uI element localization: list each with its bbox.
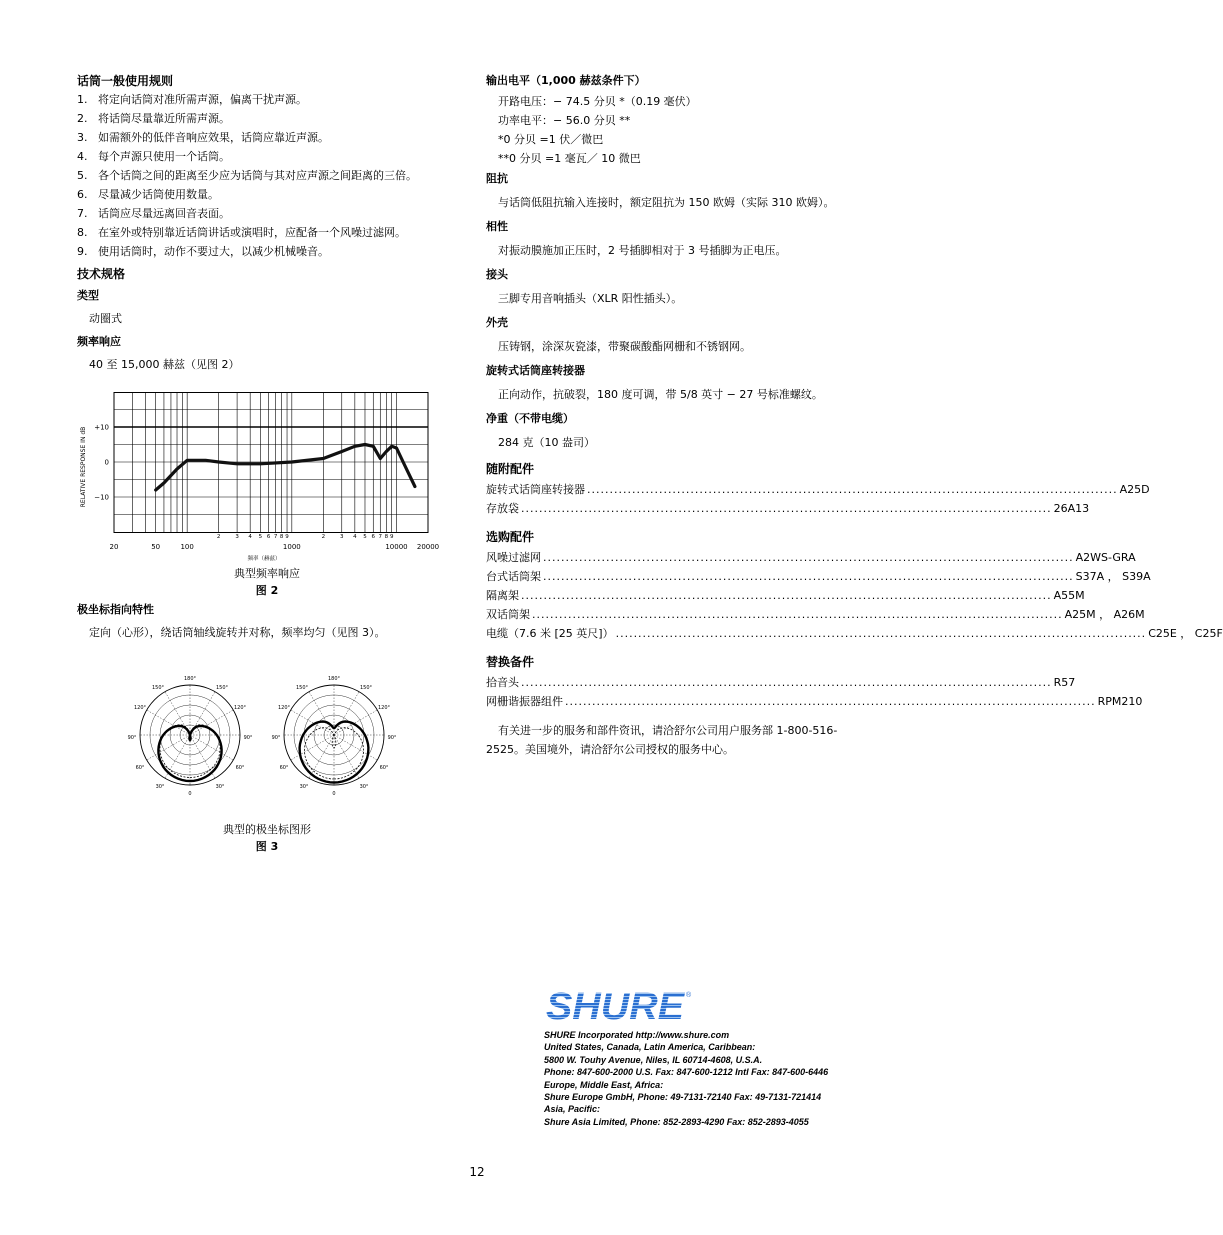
polar-angle-label: 90° [387, 735, 397, 741]
shure-logo [544, 988, 694, 1027]
polar-angle-label: 60° [379, 765, 389, 771]
part-name: 拾音头 [486, 676, 519, 689]
polar-angle-label: 90° [271, 735, 281, 741]
frequency-response-chart [77, 377, 457, 597]
part-code: A55M [1053, 589, 1085, 602]
polar-angle-label: 30° [215, 784, 225, 790]
polar-angle-label: 180° [327, 676, 341, 682]
fig3-label: 图 3 [255, 840, 279, 853]
polar-angle-label: 120° [277, 705, 291, 711]
list-item [77, 206, 457, 222]
polar-angle-label: 90° [243, 735, 253, 741]
list-item [486, 586, 1085, 605]
list-item [77, 225, 457, 241]
minor-tick-label: 7 [273, 534, 278, 540]
leader-dots: ...................................................................................................................... [532, 608, 1063, 621]
list-item [486, 605, 1145, 624]
list-text: 将话筒尽量靠近所需声源。 [98, 112, 230, 125]
rules-list [77, 92, 457, 260]
list-text: 在室外或特别靠近话筒讲话或演唱时，应配备一个风噪过滤网。 [98, 226, 406, 239]
fig2-caption: 典型频率响应 [234, 567, 300, 580]
polar-angle-label: 30° [299, 784, 309, 790]
leader-dots: ...................................................................................................................... [543, 551, 1074, 564]
list-item [486, 624, 1223, 643]
polar-grid-spoke [334, 735, 377, 760]
minor-tick-label: 6 [266, 534, 271, 540]
fig3-caption: 典型的极坐标图形 [223, 823, 311, 836]
part-name: 电缆（7.6 米 [25 英尺]） [486, 627, 614, 640]
list-text: 尽量减少话筒使用数量。 [98, 188, 219, 201]
address-line: Europe, Middle East, Africa: [544, 1079, 664, 1090]
minor-tick-label: 8 [279, 534, 284, 540]
replacement-heading: 替换备件 [486, 655, 535, 669]
freq-value: 40 至 15,000 赫兹（见图 2） [89, 358, 240, 371]
list-item [486, 692, 1143, 711]
y-tick-label: +10 [94, 423, 109, 432]
list-item [77, 92, 457, 108]
polar-angle-label: 60° [279, 765, 289, 771]
specs-title: 技术规格 [77, 267, 126, 281]
part-name: 隔离架 [486, 589, 519, 602]
polar-grid-spoke [309, 692, 334, 735]
rules-title: 话筒一般使用规则 [77, 74, 174, 88]
part-code: R57 [1053, 676, 1076, 689]
list-text: 如需额外的低伴音响应效果，话筒应靠近声源。 [98, 131, 329, 144]
logo-text: SHURE [546, 986, 686, 1028]
polar-value: 定向（心形），绕话筒轴线旋转并对称，频率均匀（见图 3）。 [89, 626, 386, 639]
address-line: Phone: 847-600-2000 U.S. Fax: 847-600-1212 Intl Fax: 847-600-6446 [544, 1067, 829, 1078]
list-item [77, 111, 457, 127]
part-code: 26A13 [1053, 502, 1090, 515]
polar-grid-spoke [309, 735, 334, 778]
polar-grid-spoke [147, 735, 190, 760]
fig2-label: 图 2 [255, 584, 279, 597]
polar-angle-label: 180° [183, 676, 197, 682]
page-number: 12 [469, 1165, 485, 1179]
list-text: 话筒应尽量远离回音表面。 [98, 207, 230, 220]
part-code: A25M ， A26M [1064, 608, 1145, 621]
leader-dots: ...................................................................................................................... [521, 589, 1052, 602]
adapter-value: 正向动作，抗破裂，180 度可调，带 5/8 英寸 − 27 号标准螺纹。 [498, 388, 823, 401]
x-tick-label: 20 [109, 543, 119, 551]
address-line: 5800 W. Touhy Avenue, Niles, IL 60714-4608, U.S.A. [544, 1054, 763, 1065]
minor-tick-label: 7 [378, 534, 383, 540]
service-text: 有关进一步的服务和部件资讯，请洽舒尔公司用户服务部 1-800-516-2525。美国境外，请洽舒尔公司授权的服务中心。 [486, 724, 838, 756]
output-heading: 输出电平（1,000 赫兹条件下） [486, 74, 646, 87]
minor-tick-label: 2 [321, 534, 326, 540]
x-axis-label: 频率（赫兹） [247, 556, 281, 562]
list-item [486, 480, 1150, 499]
leader-dots: ...................................................................................................................... [521, 502, 1052, 515]
response-curve [156, 445, 415, 491]
part-code: A2WS-GRA [1075, 551, 1136, 564]
minor-tick-label: 9 [285, 534, 289, 540]
leader-dots: ...................................................................................................................... [615, 627, 1147, 640]
polarity-heading: 相性 [486, 220, 508, 233]
y-tick-label: 0 [104, 458, 109, 467]
polar-angle-label: 120° [377, 705, 391, 711]
polar-angle-label: 60° [135, 765, 145, 771]
list-text: 使用话筒时，动作不要过大，以减少机械噪音。 [98, 245, 329, 258]
polar-angle-label: 0 [188, 791, 192, 797]
type-value: 动圈式 [89, 312, 122, 325]
part-name: 存放袋 [486, 502, 519, 515]
polar-angle-label: 150° [215, 685, 229, 691]
list-item [77, 187, 457, 203]
polar-pattern-svg [77, 665, 457, 815]
part-code: RPM210 [1097, 695, 1143, 708]
list-number: 7. [77, 207, 88, 220]
polar-angle-label: 30° [155, 784, 165, 790]
minor-tick-label: 6 [371, 534, 376, 540]
polar-grid-spoke [291, 735, 334, 760]
list-number: 4. [77, 150, 88, 163]
adapter-heading: 旋转式话筒座转接器 [486, 364, 585, 377]
part-name: 风噪过滤网 [486, 551, 541, 564]
list-number: 8. [77, 226, 88, 239]
list-item [486, 567, 1151, 586]
list-item [486, 548, 1136, 567]
weight-value: 284 克（10 盎司） [498, 436, 595, 449]
housing-heading: 外壳 [486, 316, 508, 329]
part-name: 双话筒架 [486, 608, 530, 621]
connector-value: 三脚专用音响插头（XLR 阳性插头）。 [498, 292, 683, 305]
polar-grid-spoke [334, 692, 359, 735]
list-number: 2. [77, 112, 88, 125]
address-line: Shure Europe GmbH, Phone: 49-7131-72140 Fax: 49-7131-721414 [544, 1092, 822, 1103]
shure-logo-svg [544, 986, 694, 1028]
list-number: 6. [77, 188, 88, 201]
list-item [77, 168, 457, 184]
output-line: *0 分贝 =1 伏／微巴 [498, 133, 604, 146]
included-heading: 随附配件 [486, 462, 535, 476]
impedance-value: 与话筒低阻抗输入连接时，额定阻抗为 150 欧姆（实际 310 欧姆）。 [498, 196, 835, 209]
part-name: 旋转式话筒座转接器 [486, 483, 585, 496]
polar-pattern-figure [77, 665, 457, 815]
part-code: S37A ， S39A [1075, 570, 1151, 583]
list-text: 每个声源只使用一个话筒。 [98, 150, 230, 163]
list-number: 9. [77, 245, 88, 258]
polar-grid-spoke [190, 735, 233, 760]
output-line: **0 分贝 =1 毫瓦／ 10 微巴 [498, 152, 641, 165]
minor-tick-label: 8 [384, 534, 389, 540]
address-line: Asia, Pacific: [544, 1104, 601, 1115]
address-line: United States, Canada, Latin America, Caribbean: [544, 1042, 756, 1053]
polar-grid-spoke [334, 735, 359, 778]
part-name: 网栅谐振器组件 [486, 695, 563, 708]
address-line: Shure Asia Limited, Phone: 852-2893-4290 Fax: 852-2893-4055 [544, 1116, 809, 1127]
polar-angle-label: 150° [359, 685, 373, 691]
list-item [77, 149, 457, 165]
minor-tick-label: 2 [216, 534, 221, 540]
list-text: 各个话筒之间的距离至少应为话筒与其对应声源之间距离的三倍。 [98, 169, 417, 182]
registered-mark-icon: ® [686, 992, 692, 999]
output-line: 功率电平：− 56.0 分贝 ** [498, 114, 631, 127]
connector-heading: 接头 [486, 268, 508, 281]
x-tick-label: 10000 [385, 543, 408, 551]
part-name: 台式话筒架 [486, 570, 541, 583]
minor-tick-label: 9 [389, 534, 394, 540]
list-item [486, 499, 1090, 518]
minor-tick-label: 4 [248, 534, 252, 540]
x-tick-label: 50 [151, 543, 161, 551]
minor-tick-label: 4 [353, 534, 357, 540]
address-block [544, 1029, 828, 1128]
list-number: 5. [77, 169, 88, 182]
polar-angle-label: 0 [332, 791, 336, 797]
left-column [77, 72, 457, 855]
polar-angle-label: 150° [151, 685, 165, 691]
polar-angle-label: 60° [235, 765, 245, 771]
y-axis-label: RELATIVE RESPONSE IN dB [80, 426, 87, 508]
part-code: A25D [1119, 483, 1150, 496]
address-line: SHURE Incorporated http://www.shure.com [544, 1030, 730, 1040]
leader-dots: ...................................................................................................................... [587, 483, 1118, 496]
polar-angle-label: 150° [295, 685, 309, 691]
list-text: 将定向话筒对准所需声源，偏离干扰声源。 [98, 93, 307, 106]
minor-tick-label: 3 [340, 534, 344, 540]
x-tick-label: 20000 [416, 543, 440, 551]
list-number: 1. [77, 93, 88, 106]
weight-heading: 净重（不带电缆） [486, 412, 574, 425]
leader-dots: ...................................................................................................................... [543, 570, 1074, 583]
optional-heading: 选购配件 [486, 530, 535, 544]
list-item [77, 130, 457, 146]
polar-angle-label: 30° [359, 784, 369, 790]
output-line: 开路电压：− 74.5 分贝 *（0.19 毫伏） [498, 95, 697, 108]
right-column [486, 72, 1223, 759]
freq-heading: 频率响应 [77, 335, 121, 348]
impedance-heading: 阻抗 [486, 172, 508, 185]
housing-value: 压铸钢，涂深灰瓷漆，带聚碳酸酯网栅和不锈钢网。 [498, 340, 751, 353]
part-code: C25E ， C25F [1148, 627, 1223, 640]
list-number: 3. [77, 131, 88, 144]
x-tick-label: 1000 [282, 543, 301, 551]
minor-tick-label: 3 [235, 534, 239, 540]
y-tick-label: −10 [94, 493, 109, 502]
frequency-response-svg [77, 377, 457, 562]
polar-angle-label: 90° [127, 735, 137, 741]
list-item [77, 244, 457, 260]
minor-tick-label: 5 [258, 534, 263, 540]
type-heading: 类型 [77, 289, 99, 302]
polar-heading: 极坐标指向特性 [77, 603, 154, 616]
list-item [486, 673, 1076, 692]
polar-angle-label: 120° [233, 705, 247, 711]
leader-dots: ...................................................................................................................... [565, 695, 1096, 708]
x-tick-label: 100 [180, 543, 194, 551]
polarity-value: 对振动膜施加正压时，2 号插脚相对于 3 号插脚为正电压。 [498, 244, 787, 257]
leader-dots: ...................................................................................................................... [521, 676, 1052, 689]
polar-angle-label: 120° [133, 705, 147, 711]
minor-tick-label: 5 [363, 534, 367, 540]
